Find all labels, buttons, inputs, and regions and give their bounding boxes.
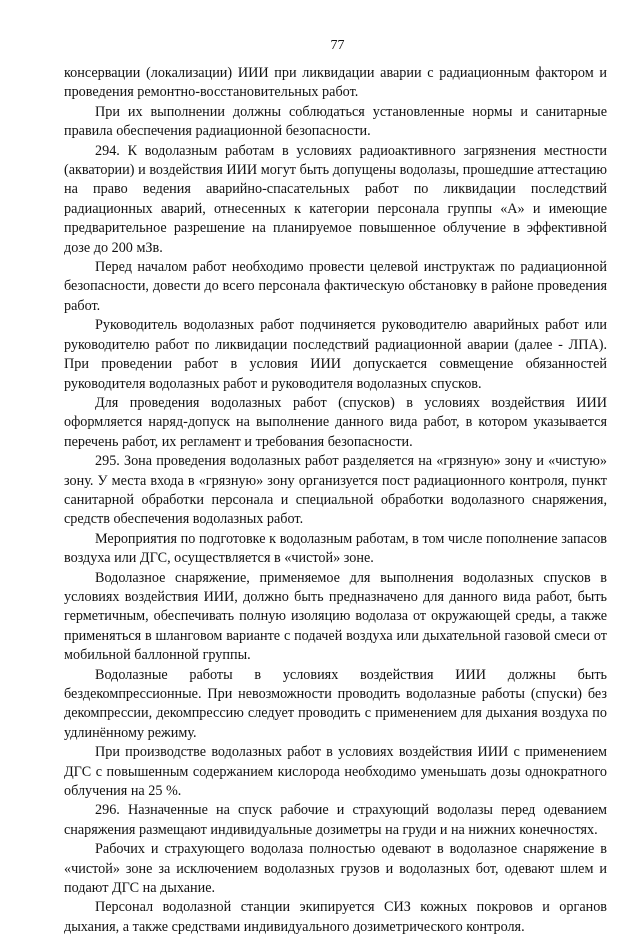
paragraph: Перед началом работ необходимо провести целевой инструктаж по радиационной безопасности, довести до всего персонала фактическую обстановку в районе проведения работ. xyxy=(64,259,607,314)
paragraph: 296. Назначенные на спуск рабочие и страхующий водолазы перед одеванием снаряжения размещают индивидуальные дозиметры на груди и на нижних конечностях. xyxy=(64,802,607,838)
paragraph: Водолазные работы в условиях воздействия ИИИ должны быть бездекомпрессионные. При невозможности проводить водолазные работы (спуски) без декомпрессии, декомпрессию следует проводить с применением для дыхания воздуха по удлинённому режиму. xyxy=(64,666,607,741)
paragraph: Мероприятия по подготовке к водолазным работам, в том числе пополнение запасов воздуха или ДГС, осуществляется в «чистой» зоне. xyxy=(64,530,607,567)
paragraph: консервации (локализации) ИИИ при ликвидации аварии с радиационным фактором и проведения ремонтно-восстановительных работ. xyxy=(64,65,607,101)
paragraph: Рабочих и страхующего водолаза полностью одевают в водолазное снаряжение в «чистой» зоне за исключением водолазных грузов и водолазных бот, одевают шлем и подают ДГС на дыхание. xyxy=(64,841,607,897)
paragraph: 294. К водолазным работам в условиях радиоактивного загрязнения местности (акватории) и воздействия ИИИ могут быть допущены водолазы, прошедшие аттестацию на право ведения аварийно-спасательных работ по ликвидации последствий радиационных аварий, отнесенных к категории персонала группы «А» и имеющие предварительное разрешение на планируемое повышенное облучение в эффективной дозе до 200 мЗв. xyxy=(64,142,607,256)
paragraph: Персонал водолазной станции экипируется СИЗ кожных покровов и органов дыхания, а также средствами индивидуального дозиметрического контроля. xyxy=(64,899,607,935)
page-number: 77 xyxy=(330,38,345,53)
paragraph: При их выполнении должны соблюдаться установленные нормы и санитарные правила обеспечения радиационной безопасности. xyxy=(64,103,607,140)
paragraph: 295. Зона проведения водолазных работ разделяется на «грязную» зону и «чистую» зону. У места входа в «грязную» зону организуется пост радиационного контроля, пункт санитарной обработки персонала и специальной обработки водолазного снаряжения, средств обеспечения водолазных работ. xyxy=(64,453,607,528)
paragraph: Водолазное снаряжение, применяемое для выполнения водолазных спусков в условиях воздействия ИИИ, должно быть предназначено для данного вида работ, быть герметичным, обеспечивать полную изоляцию водолаза от окружающей среды, а также применяться в шланговом варианте с подачей воздуха или дыхательной газовой смеси от мобильной баллонной группы. xyxy=(64,569,607,664)
document-body xyxy=(64,64,607,937)
paragraph: Руководитель водолазных работ подчиняется руководителю аварийных работ или руководителю работ по ликвидации последствий радиационной аварии (далее - ЛПА). При проведении работ в условия ИИИ допускается совмещение обязанностей руководителя водолазных работ и руководителя водолазных спусков. xyxy=(64,317,607,392)
paragraph: Для проведения водолазных работ (спусков) в условиях воздействия ИИИ оформляется наряд-допуск на выполнение данного вида работ, в котором указывается перечень работ, их регламент и требования безопасности. xyxy=(64,394,607,450)
paragraph: При производстве водолазных работ в условиях воздействия ИИИ с применением ДГС с повышенным содержанием кислорода необходимо уменьшать дозы однократного облучения на 25 %. xyxy=(64,744,607,800)
